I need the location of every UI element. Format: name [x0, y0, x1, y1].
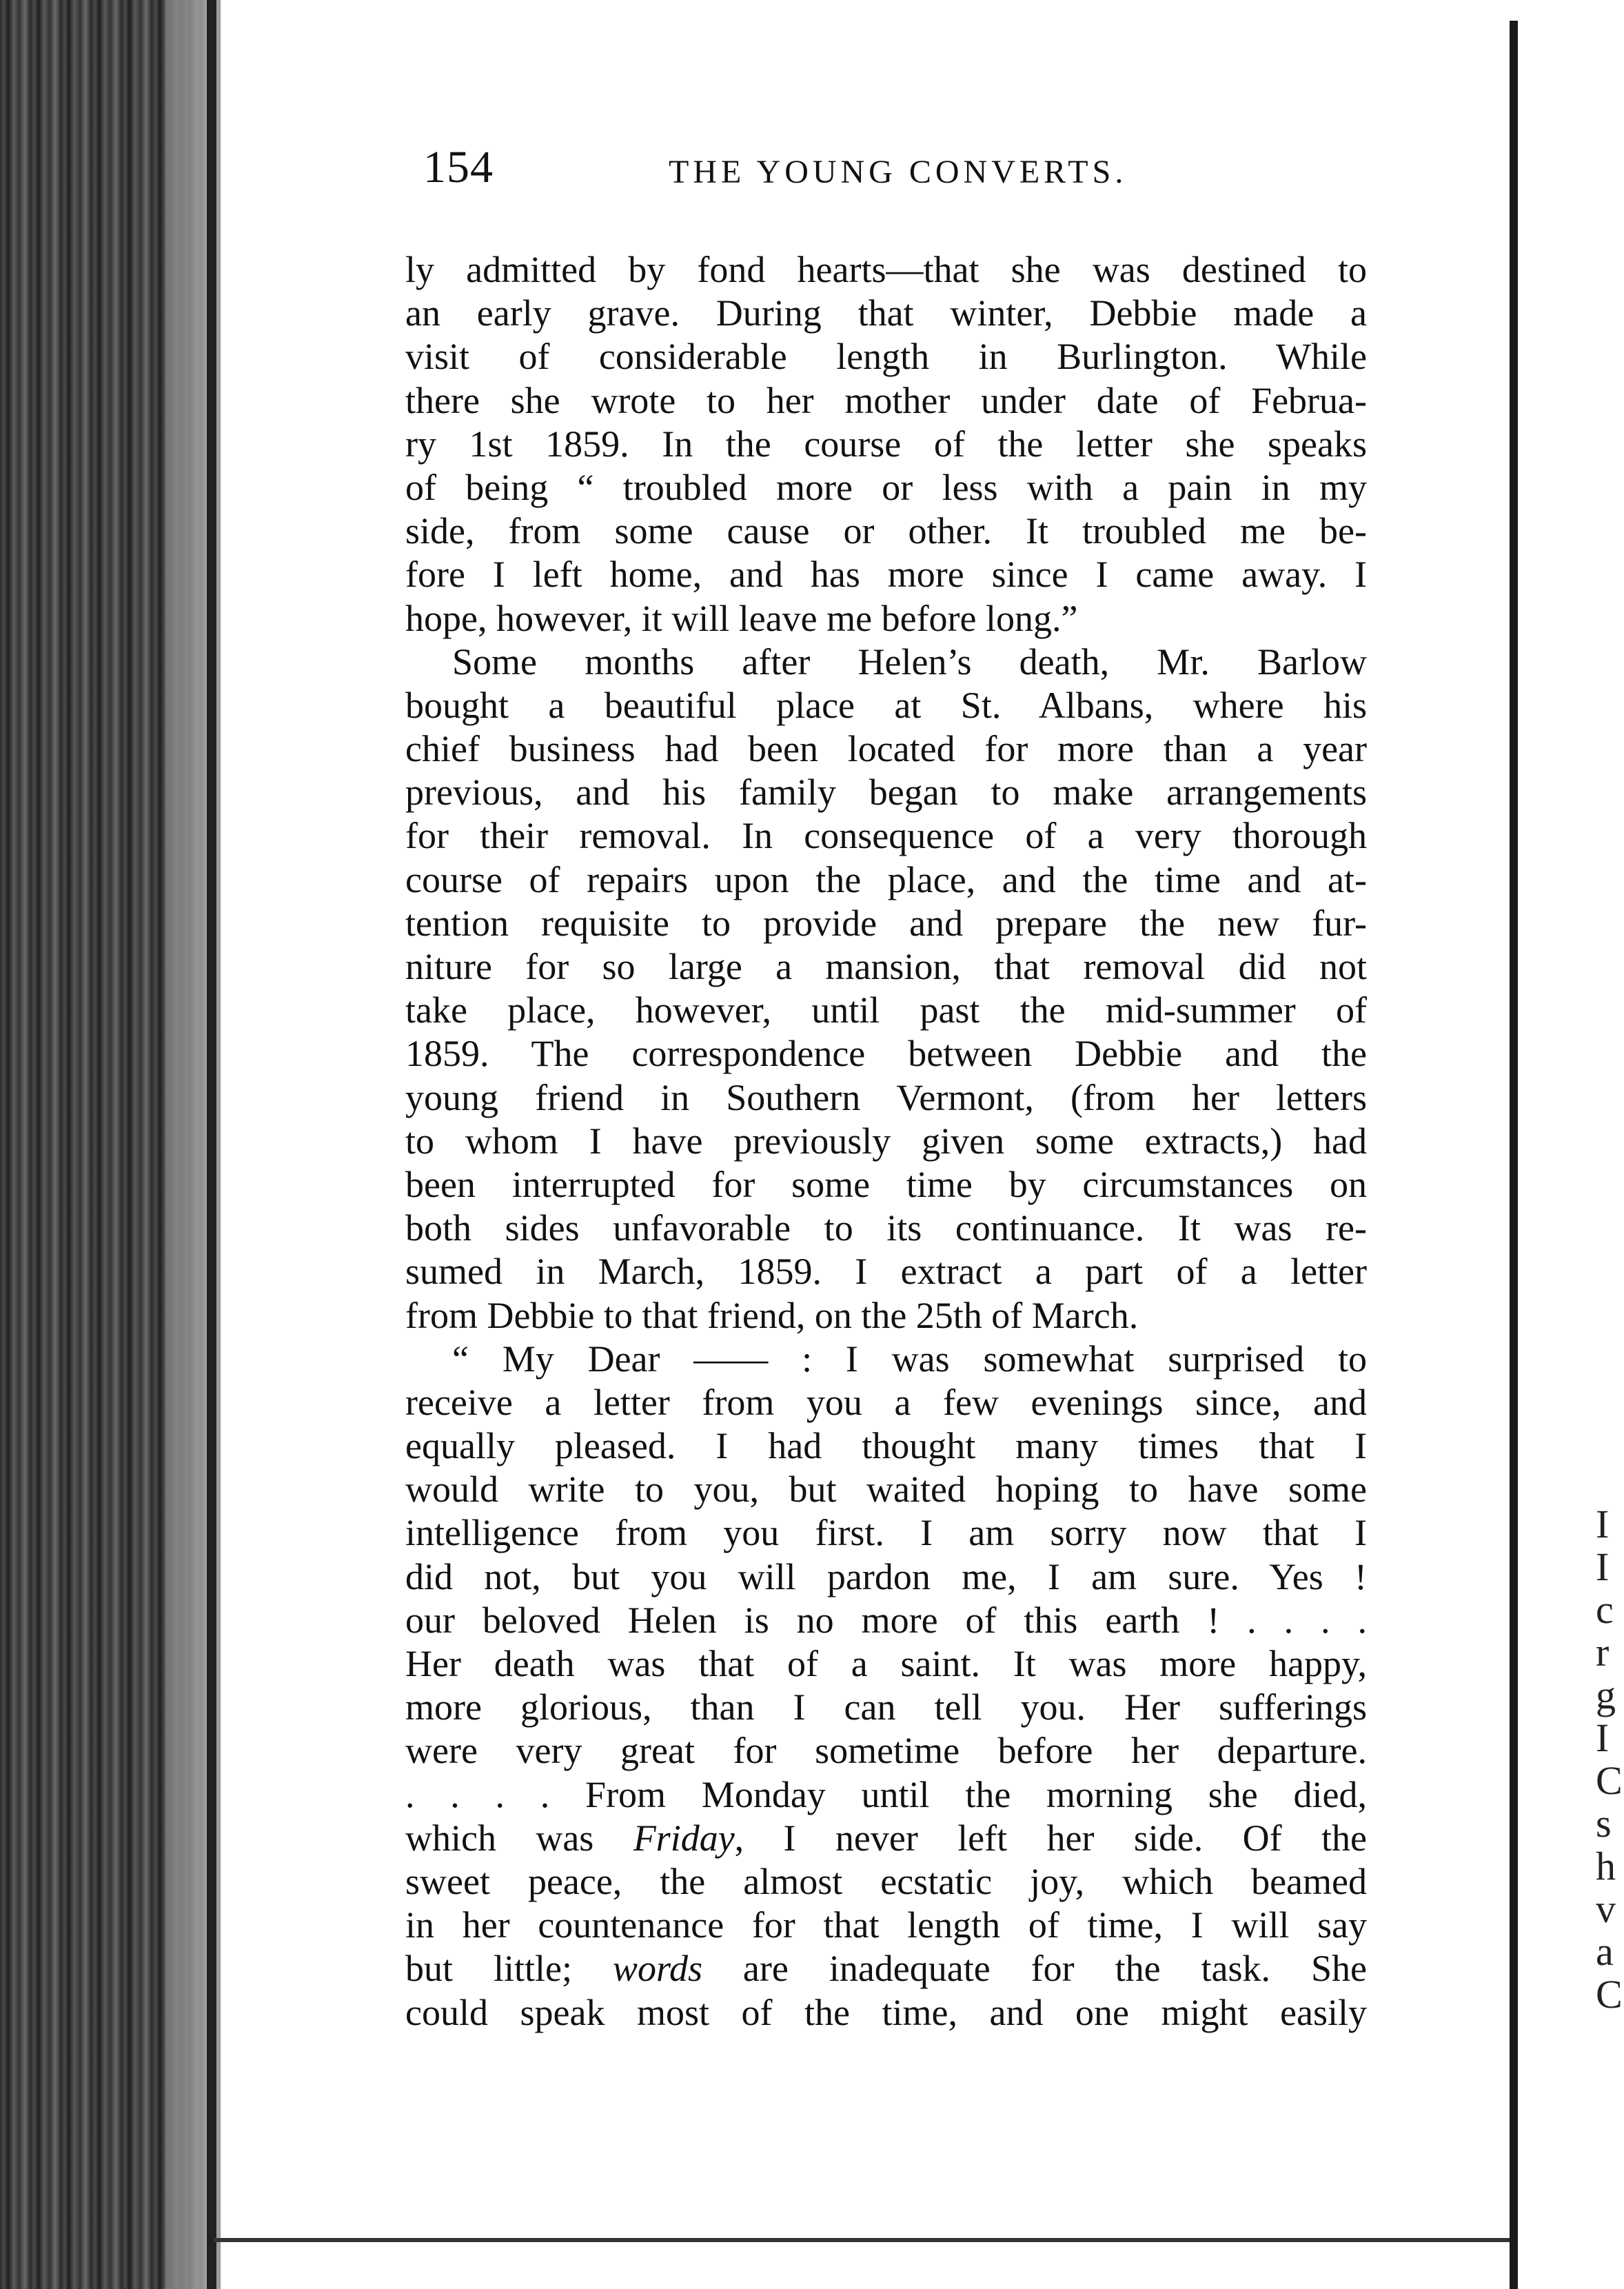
text-line: niture for so large a mansion, that removal did not	[405, 946, 1367, 987]
text-line: 1859. The correspondence between Debbie and the	[405, 1033, 1367, 1075]
text-line	[405, 1947, 1367, 1990]
text-line	[405, 1817, 1367, 1860]
page-bottom-edge	[214, 2238, 1510, 2242]
text-line: tention requisite to provide and prepare the new fur-	[405, 902, 1367, 944]
italic-word: words	[612, 1948, 702, 1990]
text-line: there she wrote to her mother under date of Februa-	[405, 379, 1367, 421]
text-line: an early grave. During that winter, Debbie made a	[405, 292, 1367, 334]
page-number: 154	[423, 142, 494, 192]
text-line: take place, however, until past the mid-summer of	[405, 989, 1367, 1031]
text-line: sweet peace, the almost ecstatic joy, which beamed	[405, 1860, 1367, 1902]
text-run: are inadequate for the task. She	[702, 1948, 1367, 1990]
text-line: receive a letter from you a few evenings since, and	[405, 1381, 1367, 1423]
text-line: chief business had been located for more than a year	[405, 728, 1367, 770]
text-line: of being “ troubled more or less with a pain in my	[405, 466, 1367, 508]
text-line: could speak most of the time, and one might easily	[405, 1991, 1367, 2033]
text-line: for their removal. In consequence of a very thorough	[405, 815, 1367, 857]
text-line: course of repairs upon the place, and the time and at-	[405, 858, 1367, 900]
text-line: intelligence from you first. I am sorry now that I	[405, 1512, 1367, 1554]
text-run: but little;	[405, 1948, 613, 1990]
text-line: previous, and his family began to make arrangements	[405, 772, 1367, 814]
text-line: young friend in Southern Vermont, (from her letters	[405, 1076, 1367, 1118]
text-line: been interrupted for some time by circumstances on	[405, 1163, 1367, 1205]
text-line: in her countenance for that length of time, I will say	[405, 1904, 1367, 1946]
text-line: would write to you, but waited hoping to have some	[405, 1469, 1367, 1511]
text-line: both sides unfavorable to its continuance. It was re-	[405, 1207, 1367, 1249]
text-line: sumed in March, 1859. I extract a part of a letter	[405, 1251, 1367, 1293]
text-line: . . . . From Monday until the morning she died,	[405, 1773, 1367, 1815]
text-line: to whom I have previously given some extracts,) had	[405, 1120, 1367, 1162]
text-line: ly admitted by fond hearts—that she was destined to	[405, 249, 1367, 290]
text-run: which was	[405, 1817, 633, 1859]
page-edge	[207, 0, 216, 2289]
text-line: ry 1st 1859. In the course of the letter she speaks	[405, 423, 1367, 465]
text-line: did not, but you will pardon me, I am sure. Yes !	[405, 1555, 1367, 1597]
text-line: Some months after Helen’s death, Mr. Barlow	[452, 641, 1367, 683]
text-line: fore I left home, and has more since I came away. I	[405, 554, 1367, 596]
text-line: more glorious, than I can tell you. Her sufferings	[405, 1686, 1367, 1728]
body-text	[405, 248, 1367, 2035]
text-run: , I never left her side. Of the	[734, 1817, 1367, 1859]
text-line: side, from some cause or other. It troubled me be-	[405, 510, 1367, 552]
text-line: Her death was that of a saint. It was more happy,	[405, 1643, 1367, 1684]
facing-page-letters: I I c r g I C s h v a C	[1596, 1502, 1623, 2017]
page-right-edge	[1510, 21, 1518, 2289]
text-line: our beloved Helen is no more of this earth ! . . . .	[405, 1599, 1367, 1641]
italic-word: Friday	[633, 1817, 735, 1859]
text-line: from Debbie to that friend, on the 25th of March.	[405, 1294, 1139, 1336]
running-head: THE YOUNG CONVERTS.	[669, 154, 1128, 190]
text-line: were very great for sometime before her departure.	[405, 1730, 1367, 1772]
text-line: hope, however, it will leave me before long.”	[405, 597, 1078, 639]
text-line: equally pleased. I had thought many times that I	[405, 1425, 1367, 1467]
text-line: visit of considerable length in Burlington. While	[405, 336, 1367, 378]
text-line: “ My Dear —— : I was somewhat surprised to	[452, 1338, 1367, 1380]
text-line: bought a beautiful place at St. Albans, where his	[405, 684, 1367, 726]
